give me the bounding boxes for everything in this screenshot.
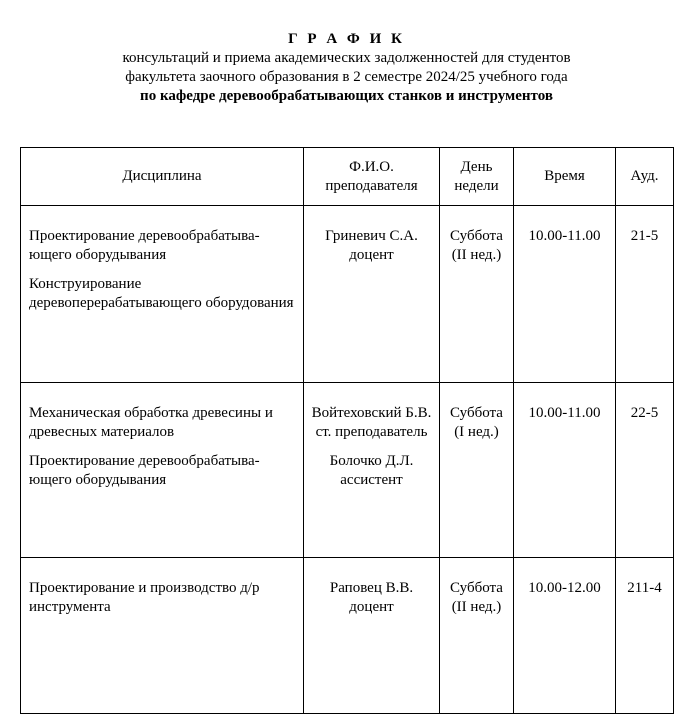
document-header: [0, 30, 693, 106]
department-line: по кафедре деревообрабатывающих станков и инструментов: [140, 88, 553, 104]
day-name: Суббота: [450, 580, 503, 596]
room-cell: 211-4: [616, 558, 674, 714]
subtitle-line-1: консультаций и приема академических задолженностей для студентов: [122, 50, 571, 66]
discipline-name: Механическая обработка древесины и древесных материалов: [29, 405, 273, 440]
room-cell: 22-5: [616, 383, 674, 558]
schedule-table: [20, 147, 674, 714]
table-header-row: [21, 148, 674, 206]
header-room: Ауд.: [616, 148, 674, 206]
table-row: [21, 206, 674, 383]
discipline-name: Проектирование деревообрабатыва-ющего оборудывания: [29, 228, 260, 263]
week-number: (I нед.): [454, 424, 499, 440]
teacher-cell: [304, 558, 440, 714]
day-cell: [440, 383, 514, 558]
teacher-name: Раповец В.В.: [329, 580, 414, 596]
discipline-name: Проектирование деревообрабатыва-ющего оборудывания: [29, 453, 260, 488]
teacher-cell: [304, 383, 440, 558]
table-row: [21, 558, 674, 714]
room-cell: 21-5: [616, 206, 674, 383]
teacher-name: Войтеховский Б.В.: [311, 405, 432, 421]
time-cell: 10.00-12.00: [514, 558, 616, 714]
header-time: Время: [514, 148, 616, 206]
header-teacher: Ф.И.О. преподавателя: [304, 148, 440, 206]
subtitle-line-2: факультета заочного образования в 2 семестре 2024/25 учебного года: [125, 69, 568, 85]
time-cell: 10.00-11.00: [514, 383, 616, 558]
day-name: Суббота: [450, 405, 503, 421]
week-number: (II нед.): [451, 247, 502, 263]
teacher-position: доцент: [349, 247, 394, 263]
time-cell: 10.00-11.00: [514, 206, 616, 383]
day-name: Суббота: [450, 228, 503, 244]
discipline-name: Конструирование деревоперерабатывающего оборудования: [29, 276, 294, 311]
discipline-cell: [21, 383, 304, 558]
header-discipline: Дисциплина: [21, 148, 304, 206]
teacher-position: ст. преподаватель: [315, 424, 428, 440]
teacher-position: ассистент: [340, 472, 403, 488]
week-number: (II нед.): [451, 599, 502, 615]
teacher-name: Гриневич С.А.: [325, 228, 418, 244]
header-day: День недели: [440, 148, 514, 206]
discipline-cell: [21, 558, 304, 714]
teacher-position: доцент: [349, 599, 394, 615]
teacher-name: Болочко Д.Л.: [329, 453, 414, 469]
discipline-cell: [21, 206, 304, 383]
table-row: [21, 383, 674, 558]
document-title: Г Р А Ф И К: [288, 31, 405, 47]
discipline-name: Проектирование и производство д/р инструмента: [29, 580, 260, 615]
day-cell: [440, 558, 514, 714]
day-cell: [440, 206, 514, 383]
teacher-cell: [304, 206, 440, 383]
